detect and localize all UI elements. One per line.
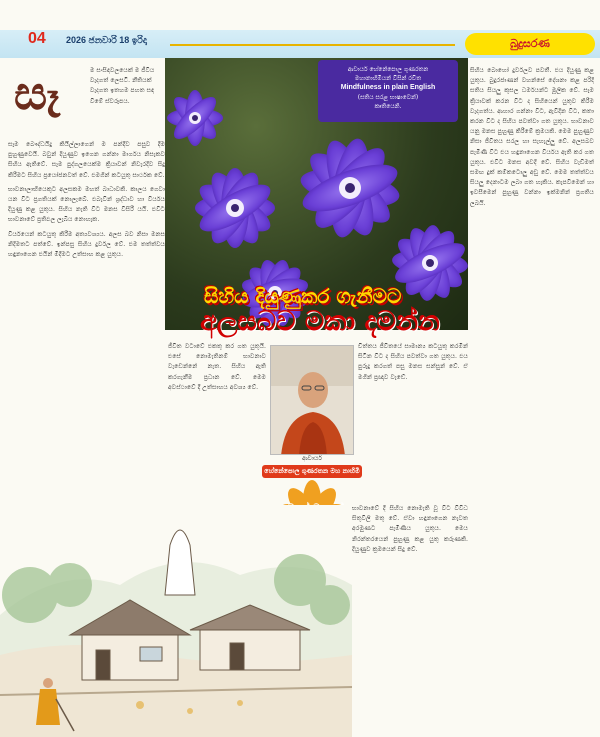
- article-intro: ම සංසිඳවලයෙක් ම ජීවිය වැදගත් ලෙසටි. නීතියක් වැදගත ඉතහම පහත සඳ වීමේ ස්වරූපය.: [90, 67, 155, 105]
- author-role: ආචාර්ය: [302, 455, 322, 462]
- author-portrait: [270, 345, 354, 455]
- monk-portrait-icon: [271, 346, 354, 455]
- info-line: කෘතියෙනි.: [374, 103, 402, 110]
- book-title-english: Mindfulness in plain English: [340, 84, 436, 91]
- drop-cap: සෑ: [14, 66, 60, 120]
- paragraph: වීර්යයෙන් කටයුතු කිරීම අත්‍යවශ්‍යය. අලස බව නිසා මනස නිදිමතට පත්වේ. ඉන්පසු සිහිය දුර්වල වේ. එම තත්ත්වය හඳුනාගෙන එයින් මිදීමට උත්සාහ කළ යුතුය.: [8, 230, 165, 259]
- headline-title: අලසබව මකා දමන්න: [200, 306, 440, 337]
- page-number: 04: [28, 30, 46, 47]
- article-middle-column-2: [358, 342, 468, 502]
- temple-watercolor-illustration: [0, 505, 352, 737]
- paragraph: භාවනාලාභියෙකුට අලසකම මහත් බාධාවකි. කාලය ගෙවා යන විට ප්‍රගතියක් නොලැබේ. එබැවින් ශ්‍රද්ධාව හා වීර්යය දියුණු කළ යුතුය. සිහිය නැති විට මනස විසිරී යයි. එවිට භාවනාවේ ප්‍රතිඵල ලැබිය නොහැක.: [8, 185, 165, 224]
- info-line: (සතිය සරළ භාෂාවෙන්): [357, 94, 419, 101]
- header-divider: [170, 44, 455, 46]
- paragraph: චිත්තය ජීවිතයේ සාමාන්‍ය කටයුතු කරමින් සිටින විට ද සිහිය පවත්වා ගත යුතුය. එය පුරුදු කරගත් පසු මනස සන්සුන් වේ. ඒ මගින් ප්‍රඥාව වැඩේ.: [358, 343, 468, 381]
- author-caption: [262, 455, 362, 478]
- info-line: මහානාහිමියන් විසින් රචිත: [354, 75, 422, 82]
- issue-date: 2026 ජනවාරි 18 ඉරිදා: [66, 35, 147, 45]
- paragraph: සෑම බෞද්ධයිදු කියිල්ලාගෙන් ම පන්දීව පසුව දීම පුහුණුවෙයි. බවුන් දියුණුව ඉගෙන ගන්නා මාර්ගය නිසැකව සිහිය ඇතිවේ. සෑම පුද්ගලයෙක්ම ක්‍රියාවන් නිවැරදිව සිදු කිරීමට සිහිය ප්‍රයෝජනවත් වේ. එමගින් කටයුතු සාර්ථක වේ.: [8, 141, 165, 179]
- author-name: හේනේපොල ගුණරතන මහ නාහිමි: [262, 465, 362, 478]
- paragraph: සිහිය බොහෝ දුර්වලව පවතී. එය දියුණු කළ යුතුය. බුදුරජාණන් වහන්සේ දේශනා කළ පරිදි සතිය සියලු කුසල ධර්මයන්ට මූලික වේ. සෑම ක්‍රියාවක් කරන විට ද සිහියෙන් යුතුව කිරීම වැදගත්ය. ආහාර ගන්නා විට, ඇවිදින විට, කතා කරන විට ද සිහිය පවත්වා ගත යුතුය. භාවනාව යනු මනස පුහුණු කිරීමේ ක්‍රමයකි. මෙම පුහුණුව නිසා ජීවිතය සරල හා සැහැල්ලු වේ. අලසබව පැමිණි විට එය හඳුනාගෙන වීර්යය ඇති කර ගත යුතුය. එවිට මනස අවදි වේ. සිහිය වැඩීමත් සමඟ දුක් කම්කටොලු අඩු වේ. මෙම තත්ත්වය සියලු දෙනාටම ලබා ගත හැකිය. කැපවීමෙන් හා ඉවසීමෙන් පුහුණු වන්නා ඉක්මනින් ප්‍රගතිය ලබයි.: [470, 67, 594, 207]
- book-info-box: [318, 60, 458, 122]
- article-right-column: [470, 66, 594, 666]
- article-middle-column-3: [352, 504, 468, 704]
- publication-logo: බුදුසරණ: [465, 33, 595, 55]
- info-line: ආචාර්ය හේනේපොල ගුණරතන: [347, 66, 429, 73]
- article-left-column: [8, 140, 165, 506]
- headline-kicker: සිහිය දියුණුකර ගැනීමට: [204, 284, 402, 308]
- paragraph: භාවනාවේ දී සිහිය නොමැති වූ විට විවිධ සිතුවිලි මතු වේ. ඒවා හඳුනාගෙන නැවත අරමුණට පැමිණිය යුතුය. මෙය නිරන්තරයෙන් පුහුණු කළ යුතු කරුණකි. දියුණුව ක්‍රමයෙන් සිදු වේ.: [352, 505, 468, 553]
- page-header: [0, 0, 600, 58]
- paragraph: ජීවිත වටාවේ එකතු කර ගත යුතුයි. එසේ නොමැතිනම් භාවනාව වැඩෙන්නේ නැත. සිහිය ඇති කරගැනීම ප්‍රධාන වේ. මෙම අවස්ථාවේ දී උත්සාහය අවශ්‍ය වේ.: [168, 343, 266, 391]
